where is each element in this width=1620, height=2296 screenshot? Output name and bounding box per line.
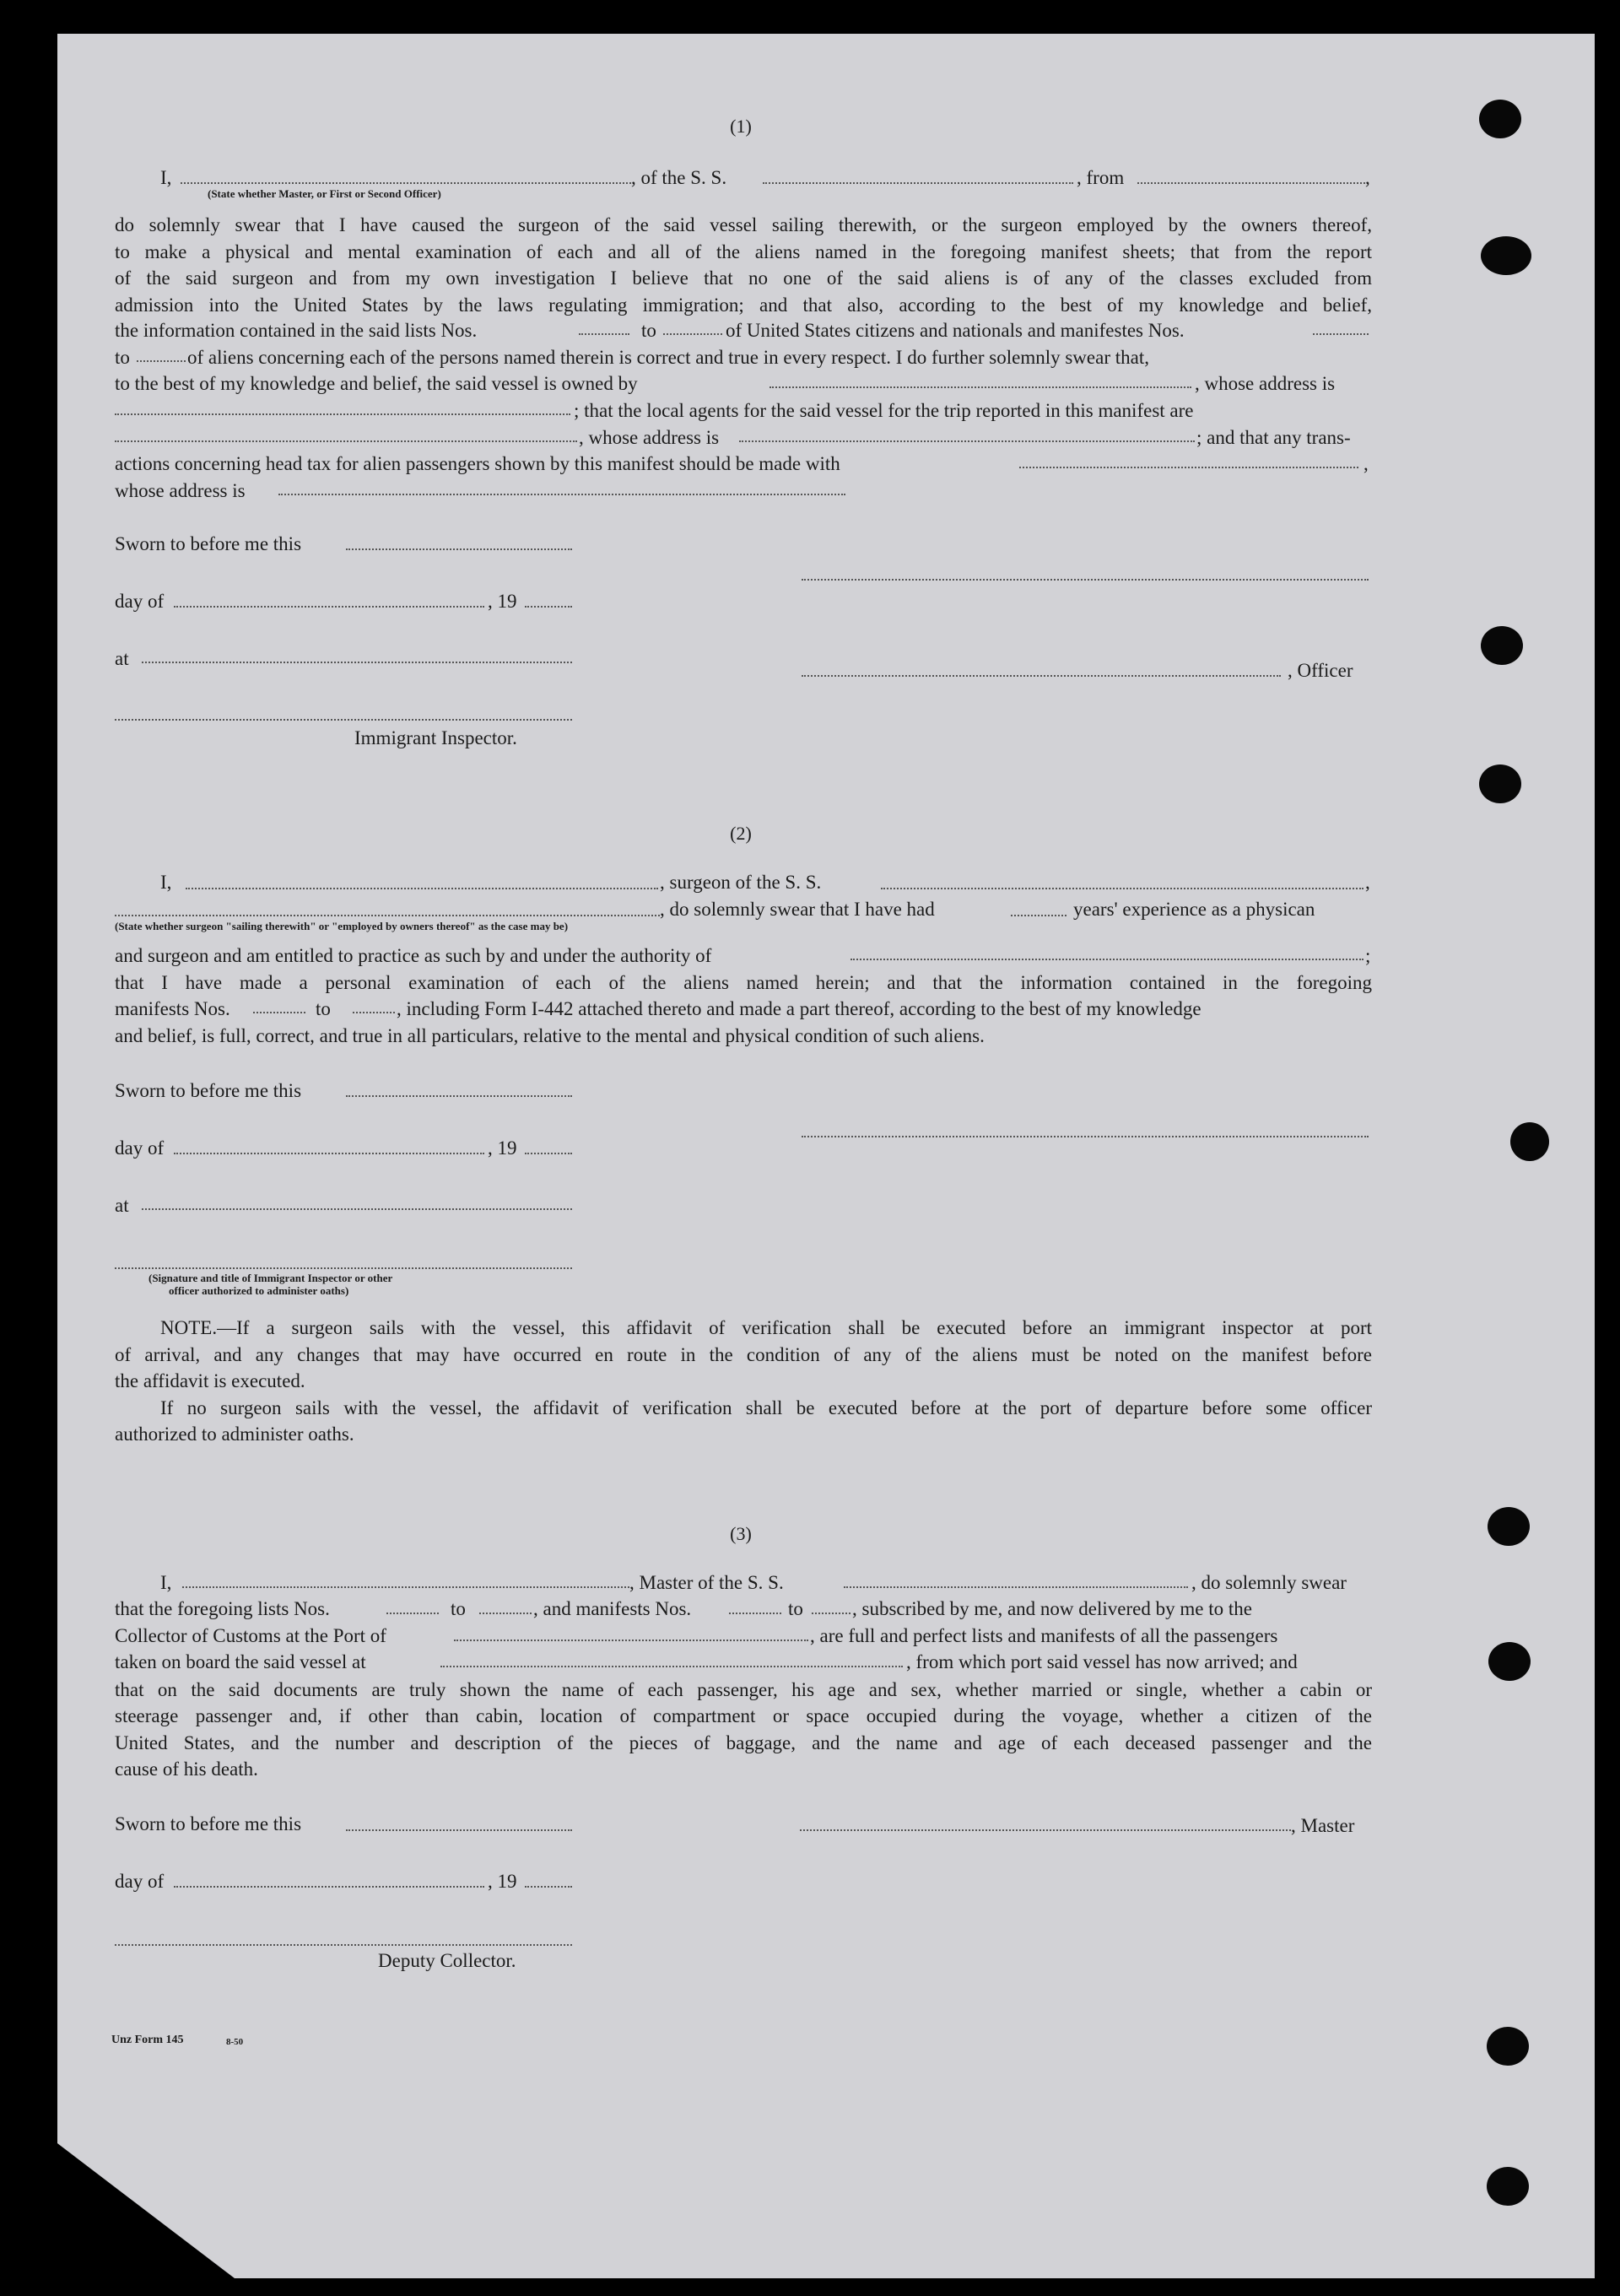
- s3-collector-blank[interactable]: [115, 1944, 572, 1946]
- s2-to-label: to: [316, 998, 331, 1019]
- s3-lists-label: that the foregoing lists Nos.: [115, 1598, 330, 1619]
- s2-signature-note-2: officer authorized to administer oaths): [169, 1284, 349, 1297]
- s3-year-blank[interactable]: [525, 1886, 572, 1888]
- s2-inspector-signature-blank[interactable]: [115, 1267, 572, 1269]
- s2-sworn-blank[interactable]: [346, 1095, 572, 1097]
- s1-aliens-text: of aliens concerning each of the persons named therein is correct and true in every respect. I do further solemnly swear that,: [187, 347, 1149, 368]
- s1-to-label-2: to: [115, 347, 130, 368]
- s2-capacity-note: (State whether surgeon "sailing therewith" or "employed by owners thereof" as the case may be): [115, 920, 569, 932]
- s3-subscribed-text: , subscribed by me, and now delivered by me to the: [852, 1598, 1252, 1619]
- punch-hole: [1479, 100, 1521, 138]
- s1-inspector-blank[interactable]: [115, 719, 572, 721]
- s2-day-of-label: day of: [115, 1137, 165, 1159]
- s1-sworn-label: Sworn to before me this: [115, 533, 302, 554]
- punch-hole: [1481, 626, 1523, 665]
- s1-manifests-blank[interactable]: [1313, 333, 1369, 335]
- section-3-number: (3): [730, 1523, 752, 1544]
- s1-transactions-text: ; and that any trans-: [1196, 427, 1351, 448]
- s1-ship-blank[interactable]: [763, 182, 1073, 184]
- s1-owner-blank[interactable]: [770, 386, 1191, 388]
- s2-authority-blank[interactable]: [850, 959, 1364, 960]
- s2-year-blank[interactable]: [525, 1153, 572, 1154]
- s1-owner-text: to the best of my knowledge and belief, the said vessel is owned by: [115, 373, 638, 394]
- s2-at-label: at: [115, 1195, 129, 1216]
- s2-ship-blank[interactable]: [881, 888, 1364, 889]
- s3-port-taken-blank[interactable]: [440, 1666, 903, 1667]
- s2-line1-end: ,: [1365, 872, 1370, 893]
- s2-experience-text: years' experience as a physican: [1073, 899, 1315, 920]
- s3-sworn-label: Sworn to before me this: [115, 1813, 302, 1834]
- s1-body-line: admission into the United States by the laws regulating immigration; and that also, according to the best of my knowledge and belief,: [115, 294, 1372, 316]
- s1-inspector-label: Immigrant Inspector.: [354, 727, 517, 748]
- form-number: Unz Form 145: [111, 2034, 184, 2046]
- s2-line3-end: ;: [1365, 945, 1371, 966]
- s3-name-blank[interactable]: [182, 1586, 629, 1588]
- punch-hole: [1481, 236, 1531, 275]
- s3-year-label: , 19: [488, 1871, 517, 1892]
- s1-body-line: do solemnly swear that I have caused the surgeon of the said vessel sailing therewith, or the surgeon employed by the owners thereof,: [115, 214, 1372, 235]
- s2-capacity-blank[interactable]: [115, 915, 660, 916]
- s1-manifests-to-blank[interactable]: [137, 360, 186, 362]
- s1-line1-end: ,: [1365, 167, 1370, 188]
- s3-collector-text: Collector of Customs at the Port of: [115, 1625, 386, 1646]
- s1-body-line: to make a physical and mental examination of each and all of the aliens named in the foregoing manifest sheets; that from the report: [115, 241, 1372, 262]
- s1-day-of-label: day of: [115, 591, 165, 612]
- s2-note-line: If no surgeon sails with the vessel, the affidavit of verification shall be executed before at the port of departure before some officer: [160, 1397, 1372, 1418]
- s3-to-label: to: [451, 1598, 466, 1619]
- s1-at-label: at: [115, 648, 129, 669]
- s3-lists-from-blank[interactable]: [386, 1613, 439, 1614]
- s3-day-of-label: day of: [115, 1871, 165, 1892]
- s2-years-blank[interactable]: [1011, 915, 1066, 916]
- s1-agent-address-blank[interactable]: [739, 440, 1195, 442]
- s3-taken-text: taken on board the said vessel at: [115, 1651, 366, 1672]
- s1-officer-label: , Officer: [1288, 660, 1353, 681]
- form-sheet: [57, 34, 1595, 2278]
- s1-at-blank[interactable]: [142, 662, 572, 663]
- s2-year-label: , 19: [488, 1137, 517, 1159]
- punch-hole: [1487, 2027, 1529, 2066]
- s2-name-blank[interactable]: [186, 888, 658, 889]
- section-1-number: (1): [730, 116, 752, 137]
- section-2-number: (2): [730, 823, 752, 844]
- s3-arrived-text: , from which port said vessel has now arrived; and: [906, 1651, 1298, 1672]
- s1-from-blank[interactable]: [1137, 182, 1365, 184]
- s3-day-blank[interactable]: [174, 1886, 484, 1888]
- s1-lists-to-blank[interactable]: [663, 333, 722, 335]
- s1-agents-blank[interactable]: [115, 440, 577, 442]
- s1-owner-address-blank[interactable]: [115, 413, 570, 415]
- s3-lists-to-blank[interactable]: [479, 1613, 532, 1614]
- s2-belief-text: and belief, is full, correct, and true in all particulars, relative to the mental and physical condition of such aliens.: [115, 1025, 985, 1046]
- s1-lists-text: the information contained in the said lists Nos.: [115, 320, 478, 341]
- s1-lists-from-blank[interactable]: [579, 333, 629, 335]
- s3-i-label: I,: [160, 1572, 172, 1593]
- s3-body-line: steerage passenger and, if other than cabin, location of compartment or space occupied during the voyage, whether a citizen of the: [115, 1705, 1372, 1726]
- punch-hole: [1488, 1507, 1530, 1546]
- s2-form-text: , including Form I-442 attached thereto and made a part thereof, according to the best of my knowledge: [397, 998, 1202, 1019]
- s1-i-label: I,: [160, 167, 172, 188]
- s3-port-blank[interactable]: [454, 1640, 808, 1641]
- s2-note-line: the affidavit is executed.: [115, 1370, 305, 1391]
- s3-swear-label: , do solemnly swear: [1191, 1572, 1347, 1593]
- s2-manifests-to-blank[interactable]: [353, 1012, 395, 1013]
- s1-agent-address-label: , whose address is: [579, 427, 720, 448]
- s3-master-sig-label: , Master: [1291, 1815, 1355, 1836]
- s3-manifests-from-blank[interactable]: [729, 1613, 781, 1614]
- s1-day-blank[interactable]: [174, 606, 484, 608]
- s1-body-line: of the said surgeon and from my own investigation I believe that no one of the said aliens is of any of the classes excluded from: [115, 267, 1372, 289]
- s3-manifests-label: , and manifests Nos.: [533, 1598, 692, 1619]
- s2-body-line: that I have made a personal examination of each of the aliens named herein; and that the information contained in the foregoing: [115, 972, 1372, 993]
- s2-signature-note: (Signature and title of Immigrant Inspector or other: [148, 1272, 393, 1284]
- s3-ship-blank[interactable]: [844, 1586, 1188, 1588]
- s2-i-label: I,: [160, 872, 172, 893]
- s1-to-label: to: [641, 320, 656, 341]
- s1-officer-blank[interactable]: [802, 675, 1281, 677]
- s1-manifests-text: of United States citizens and nationals and manifestes Nos.: [726, 320, 1185, 341]
- s2-manifests-from-blank[interactable]: [253, 1012, 305, 1013]
- s1-whose-address-blank[interactable]: [278, 494, 845, 495]
- punch-hole: [1510, 1122, 1549, 1161]
- s3-body-line: United States, and the number and description of the pieces of baggage, and the name and age of each deceased passenger and the: [115, 1732, 1372, 1753]
- s1-from-label: , from: [1077, 167, 1125, 188]
- s2-note-line: of arrival, and any changes that may have occurred en route in the condition of any of the aliens must be noted on the manifest before: [115, 1344, 1372, 1365]
- s2-note-line: authorized to administer oaths.: [115, 1424, 354, 1445]
- s3-to-label-2: to: [788, 1598, 803, 1619]
- punch-hole: [1479, 764, 1521, 803]
- s3-body-line: cause of his death.: [115, 1758, 258, 1780]
- s1-whose-address-label: whose address is: [115, 480, 246, 501]
- s2-surgeon-label: , surgeon of the S. S.: [660, 872, 822, 893]
- s3-collector-label: Deputy Collector.: [378, 1950, 516, 1971]
- punch-hole: [1487, 2167, 1529, 2206]
- s1-owner-address-label: , whose address is: [1195, 373, 1336, 394]
- s2-sworn-label: Sworn to before me this: [115, 1080, 302, 1101]
- form-date-code: 8-50: [226, 2037, 244, 2047]
- s3-sworn-blank[interactable]: [346, 1829, 572, 1831]
- s1-head-tax-blank[interactable]: [1019, 467, 1358, 468]
- s1-line10-end: ,: [1364, 453, 1369, 474]
- s1-name-blank[interactable]: [181, 182, 634, 184]
- s2-manifests-label: manifests Nos.: [115, 998, 230, 1019]
- s1-year-blank[interactable]: [525, 606, 572, 608]
- s2-day-blank[interactable]: [174, 1153, 484, 1154]
- s1-of-ss-label: , of the S. S.: [631, 167, 727, 188]
- s2-note-line: NOTE.—If a surgeon sails with the vessel, this affidavit of verification shall be executed before an immigrant inspector at port: [160, 1317, 1372, 1338]
- s2-swear-text: , do solemnly swear that I have had: [660, 899, 935, 920]
- s3-master-label: , Master of the S. S.: [629, 1572, 784, 1593]
- s3-lists-full-text: , are full and perfect lists and manifests of all the passengers: [810, 1625, 1278, 1646]
- s1-year-label: , 19: [488, 591, 517, 612]
- s1-head-tax-text: actions concerning head tax for alien passengers shown by this manifest should be made with: [115, 453, 840, 474]
- s1-sworn-blank[interactable]: [346, 548, 572, 550]
- s3-body-line: that on the said documents are truly shown the name of each passenger, his age and sex, whether married or single, whether a cabin or: [115, 1679, 1372, 1700]
- s3-manifests-to-blank[interactable]: [812, 1613, 850, 1614]
- s2-authority-text: and surgeon and am entitled to practice as such by and under the authority of: [115, 945, 712, 966]
- s1-agents-text: ; that the local agents for the said vessel for the trip reported in this manifest are: [574, 400, 1194, 421]
- s1-signature-blank[interactable]: [802, 579, 1369, 581]
- s3-master-signature-blank[interactable]: [800, 1829, 1291, 1831]
- s2-at-blank[interactable]: [142, 1208, 572, 1210]
- s1-rank-note: (State whether Master, or First or Second Officer): [208, 187, 441, 200]
- s2-signature-blank[interactable]: [802, 1136, 1369, 1137]
- punch-hole: [1488, 1642, 1531, 1681]
